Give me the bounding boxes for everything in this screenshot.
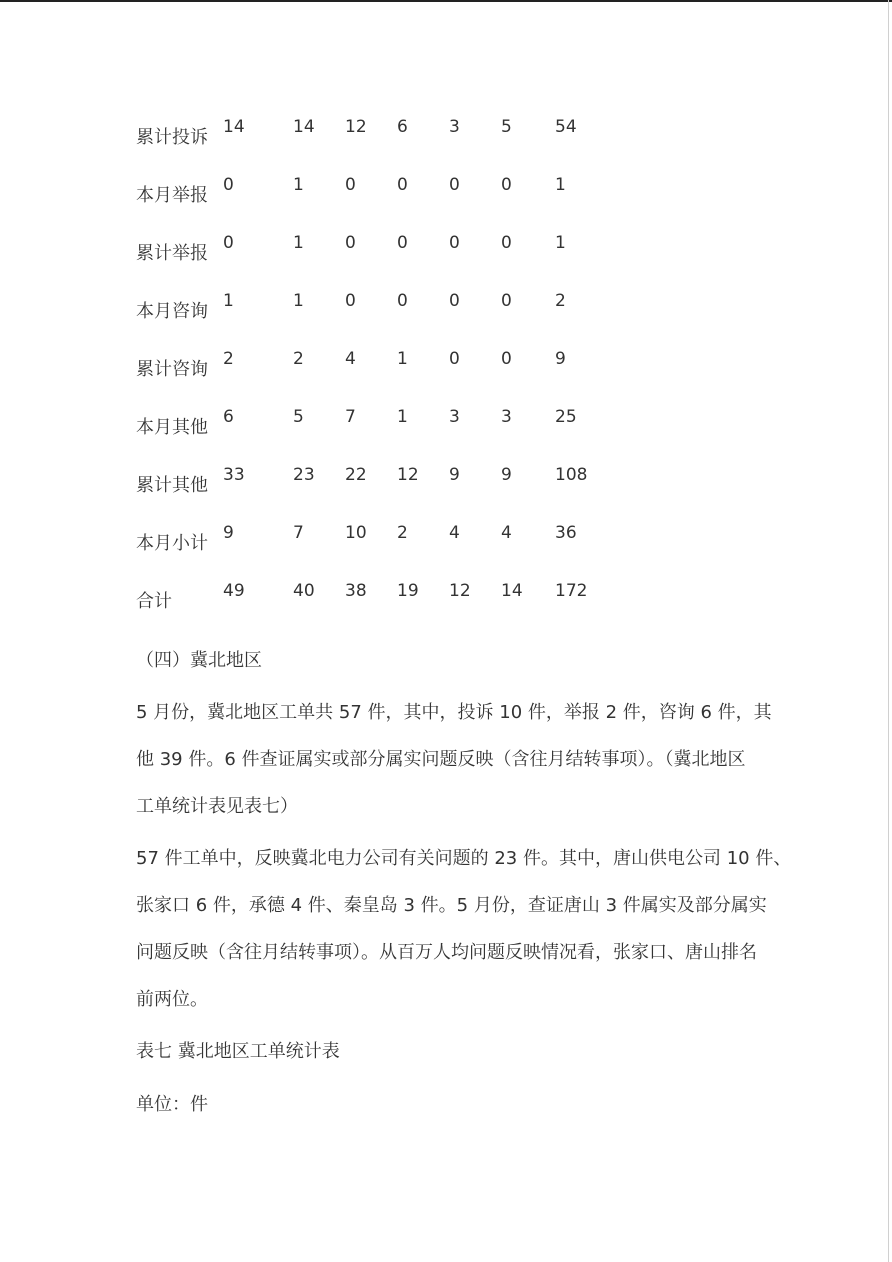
table-cell: 49 bbox=[223, 581, 245, 601]
table-cell: 3 bbox=[449, 407, 460, 427]
table-cell: 1 bbox=[397, 349, 408, 369]
paragraph-details bbox=[136, 848, 792, 1028]
unit-label: 单位：件 bbox=[136, 1094, 208, 1115]
table-cell: 12 bbox=[345, 117, 367, 137]
table-cell: 0 bbox=[449, 349, 460, 369]
table-cell: 22 bbox=[345, 465, 367, 485]
table-cell: 1 bbox=[293, 233, 304, 253]
table-cell: 9 bbox=[449, 465, 460, 485]
table-cell: 0 bbox=[449, 233, 460, 253]
row-label: 本月举报 bbox=[136, 185, 208, 206]
table-cell-total: 172 bbox=[555, 581, 588, 601]
table-cell: 1 bbox=[293, 291, 304, 311]
row-label: 累计其他 bbox=[136, 475, 208, 496]
table-cell: 0 bbox=[223, 233, 234, 253]
table-cell: 5 bbox=[293, 407, 304, 427]
table-cell: 2 bbox=[293, 349, 304, 369]
table-cell: 0 bbox=[501, 291, 512, 311]
table-cell: 9 bbox=[223, 523, 234, 543]
table-cell: 0 bbox=[345, 233, 356, 253]
table-cell: 2 bbox=[397, 523, 408, 543]
row-label: 累计咨询 bbox=[136, 359, 208, 380]
table-cell: 4 bbox=[345, 349, 356, 369]
table-cell: 0 bbox=[223, 175, 234, 195]
table-cell-total: 1 bbox=[555, 175, 566, 195]
row-label: 本月其他 bbox=[136, 417, 208, 438]
table-cell: 6 bbox=[397, 117, 408, 137]
paragraph-line: 前两位。 bbox=[136, 989, 208, 1010]
right-border-line bbox=[888, 0, 889, 1262]
paragraph-line: 57 件工单中，反映冀北电力公司有关问题的 23 件。其中，唐山供电公司 10 件、 bbox=[136, 848, 792, 869]
table-cell: 3 bbox=[449, 117, 460, 137]
table-cell: 0 bbox=[501, 349, 512, 369]
table-cell-total: 108 bbox=[555, 465, 588, 485]
table-cell-total: 54 bbox=[555, 117, 577, 137]
table-cell-total: 1 bbox=[555, 233, 566, 253]
table-cell-total: 9 bbox=[555, 349, 566, 369]
table-cell: 12 bbox=[449, 581, 471, 601]
table-cell: 0 bbox=[345, 175, 356, 195]
table-cell: 7 bbox=[345, 407, 356, 427]
table-cell: 2 bbox=[223, 349, 234, 369]
row-label: 累计投诉 bbox=[136, 127, 208, 148]
table-cell: 4 bbox=[449, 523, 460, 543]
table-cell: 19 bbox=[397, 581, 419, 601]
row-label: 本月咨询 bbox=[136, 301, 208, 322]
paragraph-summary bbox=[136, 702, 772, 832]
table-cell: 0 bbox=[449, 291, 460, 311]
table-cell: 1 bbox=[397, 407, 408, 427]
table-cell: 0 bbox=[345, 291, 356, 311]
table-cell: 10 bbox=[345, 523, 367, 543]
table-cell: 40 bbox=[293, 581, 315, 601]
table-cell: 12 bbox=[397, 465, 419, 485]
paragraph-line: 5 月份，冀北地区工单共 57 件，其中，投诉 10 件，举报 2 件，咨询 6 件，其 bbox=[136, 702, 772, 723]
table-cell: 0 bbox=[397, 291, 408, 311]
table-cell: 0 bbox=[397, 233, 408, 253]
table-cell: 1 bbox=[223, 291, 234, 311]
table-cell: 6 bbox=[223, 407, 234, 427]
table-cell: 14 bbox=[223, 117, 245, 137]
paragraph-line: 问题反映（含往月结转事项）。从百万人均问题反映情况看，张家口、唐山排名 bbox=[136, 942, 757, 963]
table-cell-total: 25 bbox=[555, 407, 577, 427]
paragraph-line: 张家口 6 件，承德 4 件、秦皇岛 3 件。5 月份，查证唐山 3 件属实及部分属实 bbox=[136, 895, 767, 916]
top-border-line bbox=[0, 0, 892, 2]
table-cell: 0 bbox=[449, 175, 460, 195]
table-cell: 23 bbox=[293, 465, 315, 485]
table-cell: 9 bbox=[501, 465, 512, 485]
row-label: 累计举报 bbox=[136, 243, 208, 264]
table-cell: 33 bbox=[223, 465, 245, 485]
table-cell: 0 bbox=[397, 175, 408, 195]
table-cell: 14 bbox=[293, 117, 315, 137]
section-heading: （四）冀北地区 bbox=[136, 650, 262, 671]
table-cell: 0 bbox=[501, 233, 512, 253]
table-cell: 4 bbox=[501, 523, 512, 543]
table-cell: 0 bbox=[501, 175, 512, 195]
paragraph-line: 工单统计表见表七） bbox=[136, 796, 298, 817]
table-cell: 38 bbox=[345, 581, 367, 601]
table-cell: 5 bbox=[501, 117, 512, 137]
table-cell-total: 36 bbox=[555, 523, 577, 543]
table-cell-total: 2 bbox=[555, 291, 566, 311]
table-cell: 14 bbox=[501, 581, 523, 601]
paragraph-line: 他 39 件。6 件查证属实或部分属实问题反映（含往月结转事项）。（冀北地区 bbox=[136, 749, 746, 770]
table-cell: 7 bbox=[293, 523, 304, 543]
table-cell: 3 bbox=[501, 407, 512, 427]
table-cell: 1 bbox=[293, 175, 304, 195]
row-label: 合计 bbox=[136, 591, 172, 612]
table-caption: 表七 冀北地区工单统计表 bbox=[136, 1041, 340, 1062]
row-label: 本月小计 bbox=[136, 533, 208, 554]
